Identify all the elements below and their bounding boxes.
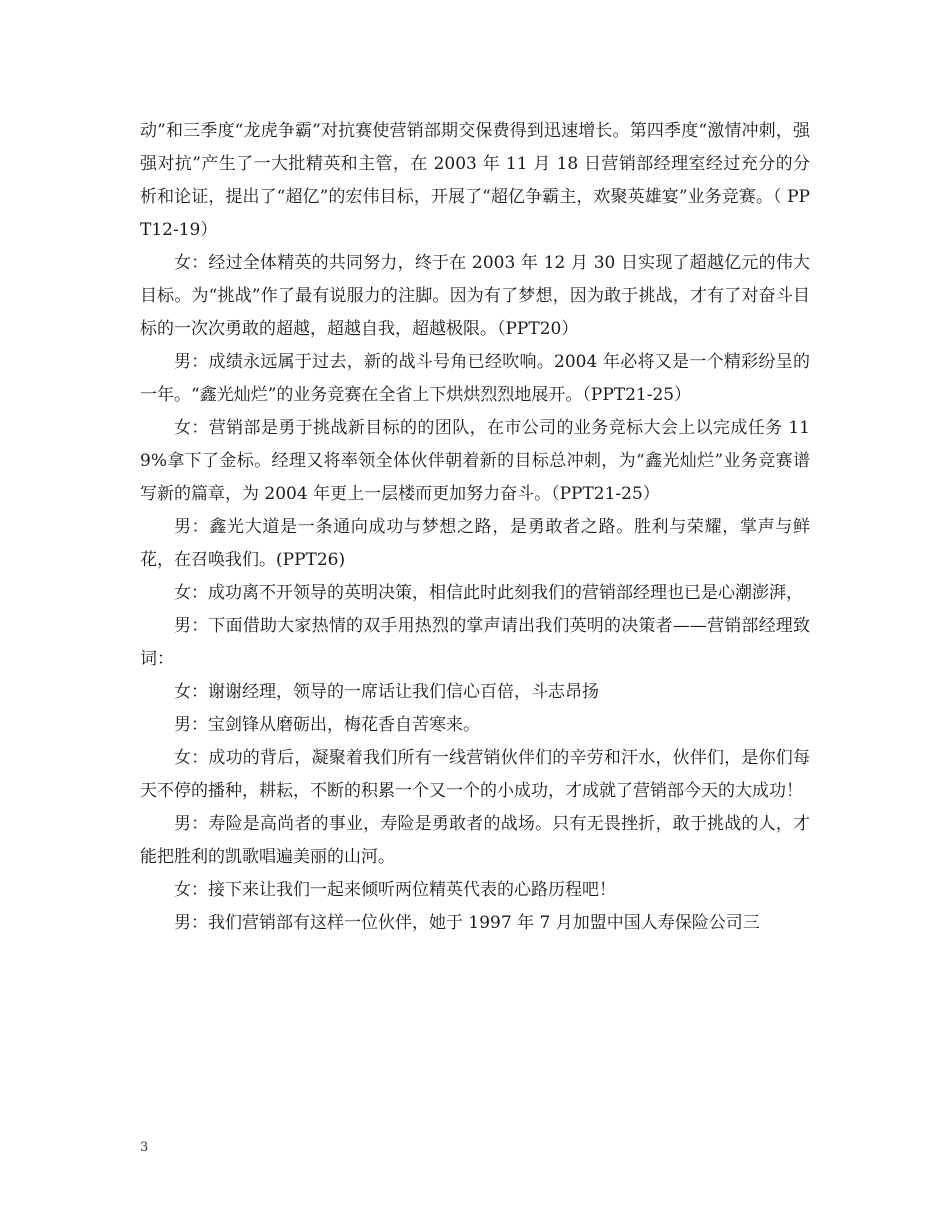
paragraph-3: 男：成绩永远属于过去，新的战斗号角已经吹响。2004 年必将又是一个精彩纷呈的一年。“鑫光灿烂”的业务竞赛在全省上下烘烘烈烈地展开。（PPT21-25） <box>140 352 810 405</box>
paragraph-5: 男：鑫光大道是一条通向成功与梦想之路，是勇敢者之路。胜利与荣耀，掌声与鲜花，在召唤我们。(PPT26) <box>140 517 810 570</box>
paragraph-6: 女：成功离不开领导的英明决策，相信此时此刻我们的营销部经理也已是心潮澎湃， <box>174 583 803 603</box>
paragraph-13: 男：我们营销部有这样一位伙伴，她于 1997 年 7 月加盟中国人寿保险公司三 <box>174 913 760 933</box>
paragraph-7: 男：下面借助大家热情的双手用热烈的掌声请出我们英明的决策者——营销部经理致词： <box>140 616 810 669</box>
paragraph-10: 女：成功的背后，凝聚着我们所有一线营销伙伴们的辛劳和汗水，伙伴们，是你们每天不停的播种，耕耘，不断的积累一个又一个的小成功，才成就了营销部今天的大成功！ <box>140 748 810 801</box>
page-number: 3 <box>140 1140 149 1155</box>
paragraph-1: 动”和三季度“龙虎争霸”对抗赛使营销部期交保费得到迅速增长。第四季度“激情冲刺，强强对抗”产生了一大批精英和主管，在 2003 年 11 月 18 日营销部经理室经过充分的分析和论证，提出了“超亿”的宏伟目标，开展了“超亿争霸主，欢聚英雄宴”业务竞赛。（ PPT12-19） <box>140 121 810 240</box>
paragraph-2: 女：经过全体精英的共同努力，终于在 2003 年 12 月 30 日实现了超越亿元的伟大目标。为“挑战”作了最有说服力的注脚。因为有了梦想，因为敢于挑战，才有了对奋斗目标的一次次勇敢的超越，超越自我，超越极限。（PPT20） <box>140 253 810 339</box>
document-body <box>140 115 810 940</box>
paragraph-8: 女：谢谢经理，领导的一席话让我们信心百倍，斗志昂扬 <box>174 682 599 702</box>
paragraph-12: 女：接下来让我们一起来倾听两位精英代表的心路历程吧！ <box>174 880 616 900</box>
paragraph-9: 男：宝剑锋从磨砺出，梅花香自苦寒来。 <box>174 715 480 735</box>
paragraph-4: 女：营销部是勇于挑战新目标的的团队，在市公司的业务竞标大会上以完成任务 119%拿下了金标。经理又将率领全体伙伴朝着新的目标总冲刺，为“鑫光灿烂”业务竞赛谱写新的篇章，为 2004 年更上一层楼而更加努力奋斗。（PPT21-25） <box>140 418 810 504</box>
paragraph-11: 男：寿险是高尚者的事业，寿险是勇敢者的战场。只有无畏挫折，敢于挑战的人，才能把胜利的凯歌唱遍美丽的山河。 <box>140 814 810 867</box>
